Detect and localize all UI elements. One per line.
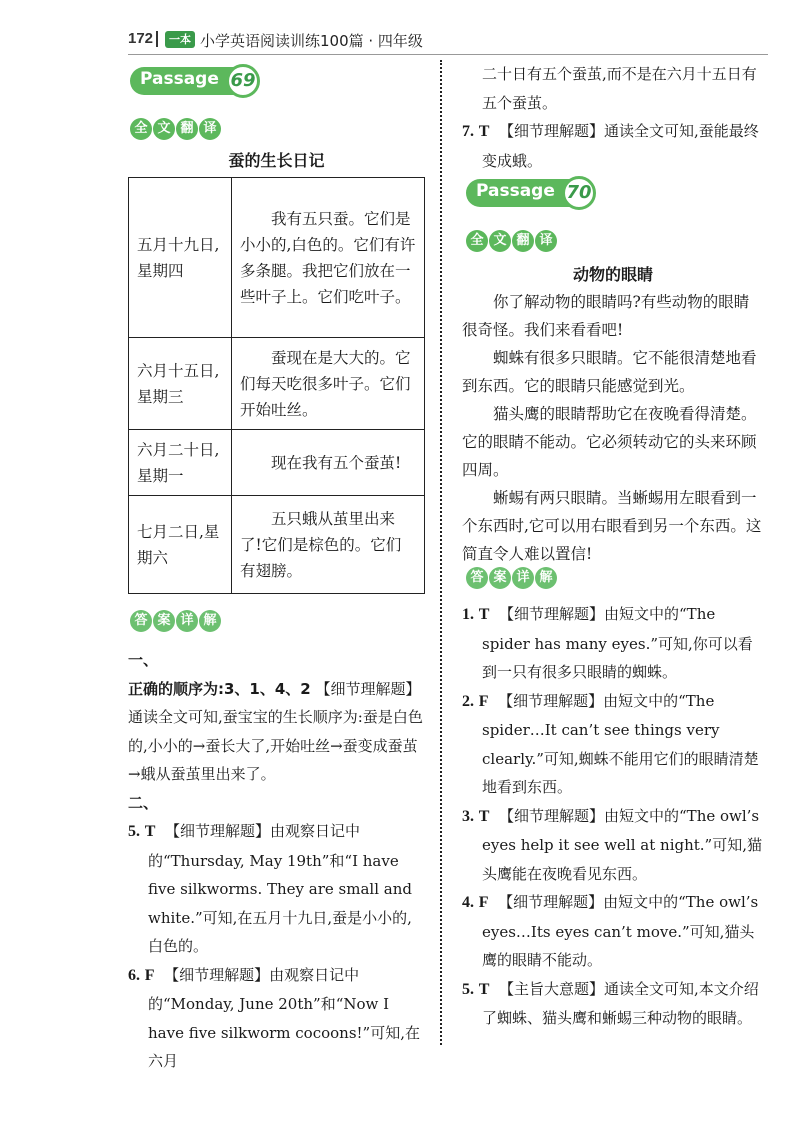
answer-key: T	[478, 606, 490, 623]
answer-item	[462, 600, 764, 687]
badge-char: 翻	[176, 118, 198, 140]
paragraph: 你了解动物的眼睛吗?有些动物的眼睛很奇怪。我们来看看吧!	[462, 293, 750, 339]
diary-date: 五月十九日,星期四	[129, 178, 232, 338]
part1-order: 正确的顺序为:3、1、4、2	[128, 679, 311, 698]
table-row	[129, 178, 425, 338]
badge-char: 解	[535, 567, 557, 589]
badge-char: 文	[489, 230, 511, 252]
section-translation-badge	[130, 118, 221, 142]
answer-num: 3.	[462, 807, 474, 825]
answer-text: 由短文中的“The spider has many eyes.”可知,你可以看到一只有很多只眼睛的蜘蛛。	[482, 605, 753, 681]
answer-num: 6.	[128, 966, 140, 984]
answer-key: F	[478, 692, 489, 710]
header-separator	[156, 31, 158, 47]
answer-num: 2.	[462, 692, 474, 710]
diary-date: 六月二十日,星期一	[129, 430, 232, 496]
passage-label: Passage	[476, 181, 555, 201]
table-row	[129, 496, 425, 594]
paragraph: 猫头鹰的眼睛帮助它在夜晚看得清楚。它的眼睛不能动。它必须转动它的头来环顾四周。	[462, 405, 757, 479]
passage-70-body	[462, 288, 764, 568]
answer-text: 通读全文可知,蚕能最终变成蛾。	[482, 122, 759, 170]
answer-tag: 【细节理解题】	[499, 605, 605, 623]
part2-label: 二、	[128, 793, 159, 812]
passage-69-title: 蚕的生长日记	[228, 151, 325, 170]
passage-label: Passage	[140, 69, 219, 89]
answer-tag: 【细节理解题】	[498, 691, 604, 710]
header-rule	[128, 54, 768, 55]
column-divider	[440, 60, 442, 1045]
answer-text: 由短文中的“The owl’s eyes…Its eyes can’t move.”可知,猫头鹰的眼睛不能动。	[482, 893, 759, 969]
continuation-text: 二十日有五个蚕茧,而不是在六月十五日有五个蚕茧。	[482, 65, 757, 112]
diary-table	[128, 177, 425, 594]
passage-69-badge	[130, 64, 270, 98]
badge-char: 译	[199, 118, 221, 140]
part1-tag: 【细节理解题】	[315, 679, 421, 698]
section-answers-badge	[466, 567, 557, 591]
answer-num: 1.	[462, 606, 474, 623]
paragraph: 蜘蛛有很多只眼睛。它不能很清楚地看到东西。它的眼睛只能感觉到光。	[462, 349, 757, 395]
badge-char: 详	[512, 567, 534, 589]
answer-tag: 【细节理解题】	[499, 806, 605, 825]
answers-70	[462, 600, 764, 1033]
table-row	[129, 338, 425, 430]
answer-text: 通读全文可知,本文介绍了蜘蛛、猫头鹰和蜥蜴三种动物的眼睛。	[482, 979, 759, 1027]
answer-num: 4.	[462, 894, 474, 911]
badge-char: 翻	[512, 230, 534, 252]
answer-key: F	[478, 894, 489, 911]
paragraph: 蜥蜴有两只眼睛。当蜥蜴用左眼看到一个东西时,它可以用右眼看到另一个东西。这简直令人难以置信!	[462, 489, 762, 563]
passage-number: 70	[562, 176, 596, 210]
table-row	[129, 430, 425, 496]
answer-text: 由短文中的“The spider…It can’t see things very clearly.”可知,蜘蛛不能用它们的眼睛清楚地看到东西。	[482, 691, 759, 796]
passage-70-title: 动物的眼睛	[572, 265, 653, 284]
answer-key: F	[144, 966, 155, 984]
answer-item	[128, 817, 425, 961]
answer-text: 由观察日记中的“Thursday, May 19th”和“I have five silkworms. They are small and white.”可知,在五月十九日,蚕是小小的,白色的。	[148, 822, 412, 955]
answer-item	[462, 888, 764, 975]
answers-69-continued	[462, 60, 764, 175]
diary-content: 现在我有五个蚕茧!	[232, 430, 425, 496]
badge-char: 案	[489, 567, 511, 589]
section-answers-badge	[130, 610, 221, 634]
answer-item	[462, 802, 764, 889]
answer-tag: 【细节理解题】	[498, 893, 604, 911]
badge-char: 译	[535, 230, 557, 252]
diary-date: 六月十五日,星期三	[129, 338, 232, 430]
page-number: 172	[128, 30, 154, 47]
answer-item	[462, 975, 764, 1033]
answer-key: T	[478, 123, 490, 140]
book-logo: 一本	[165, 31, 195, 48]
answer-item	[462, 687, 764, 802]
answer-num: 7.	[462, 123, 474, 140]
badge-char: 全	[466, 230, 488, 252]
answer-item	[462, 117, 764, 175]
book-title: 小学英语阅读训练100篇 · 四年级	[200, 32, 423, 50]
answer-tag: 【细节理解题】	[499, 122, 605, 140]
answer-key: T	[144, 823, 156, 840]
answer-tag: 【细节理解题】	[165, 822, 271, 840]
passage-number: 69	[226, 64, 260, 98]
answer-key: T	[478, 807, 490, 825]
part1-label: 一、	[128, 651, 159, 669]
badge-char: 文	[153, 118, 175, 140]
answer-num: 5.	[128, 823, 140, 840]
badge-char: 详	[176, 610, 198, 632]
badge-char: 答	[466, 567, 488, 589]
answers-69	[128, 646, 425, 1076]
part1-text: 通读全文可知,蚕宝宝的生长顺序为:蚕是白色的,小小的→蚕长大了,开始吐丝→蚕变成蚕茧→蛾从蚕茧里出来了。	[128, 708, 423, 783]
section-translation-badge	[466, 230, 557, 254]
badge-char: 案	[153, 610, 175, 632]
answer-num: 5.	[462, 980, 474, 998]
answer-text: 由短文中的“The owl’s eyes help it see well at night.”可知,猫头鹰能在夜晚看见东西。	[482, 806, 762, 883]
diary-content: 蚕现在是大大的。它们每天吃很多叶子。它们开始吐丝。	[232, 338, 425, 430]
badge-char: 全	[130, 118, 152, 140]
diary-content: 五只蛾从茧里出来了!它们是棕色的。它们有翅膀。	[232, 496, 425, 594]
badge-char: 解	[199, 610, 221, 632]
diary-date: 七月二日,星期六	[129, 496, 232, 594]
answer-tag: 【主旨大意题】	[499, 979, 605, 998]
part1-block	[128, 675, 425, 789]
diary-content: 我有五只蚕。它们是小小的,白色的。它们有许多条腿。我把它们放在一些叶子上。它们吃叶子。	[232, 178, 425, 338]
answer-tag: 【细节理解题】	[164, 965, 270, 984]
badge-char: 答	[130, 610, 152, 632]
answer-key: T	[478, 980, 490, 998]
passage-70-badge	[466, 176, 606, 210]
answer-item	[128, 961, 425, 1076]
answer-text: 由观察日记中的“Monday, June 20th”和“Now I have five silkworm cocoons!”可知,在六月	[148, 965, 420, 1070]
